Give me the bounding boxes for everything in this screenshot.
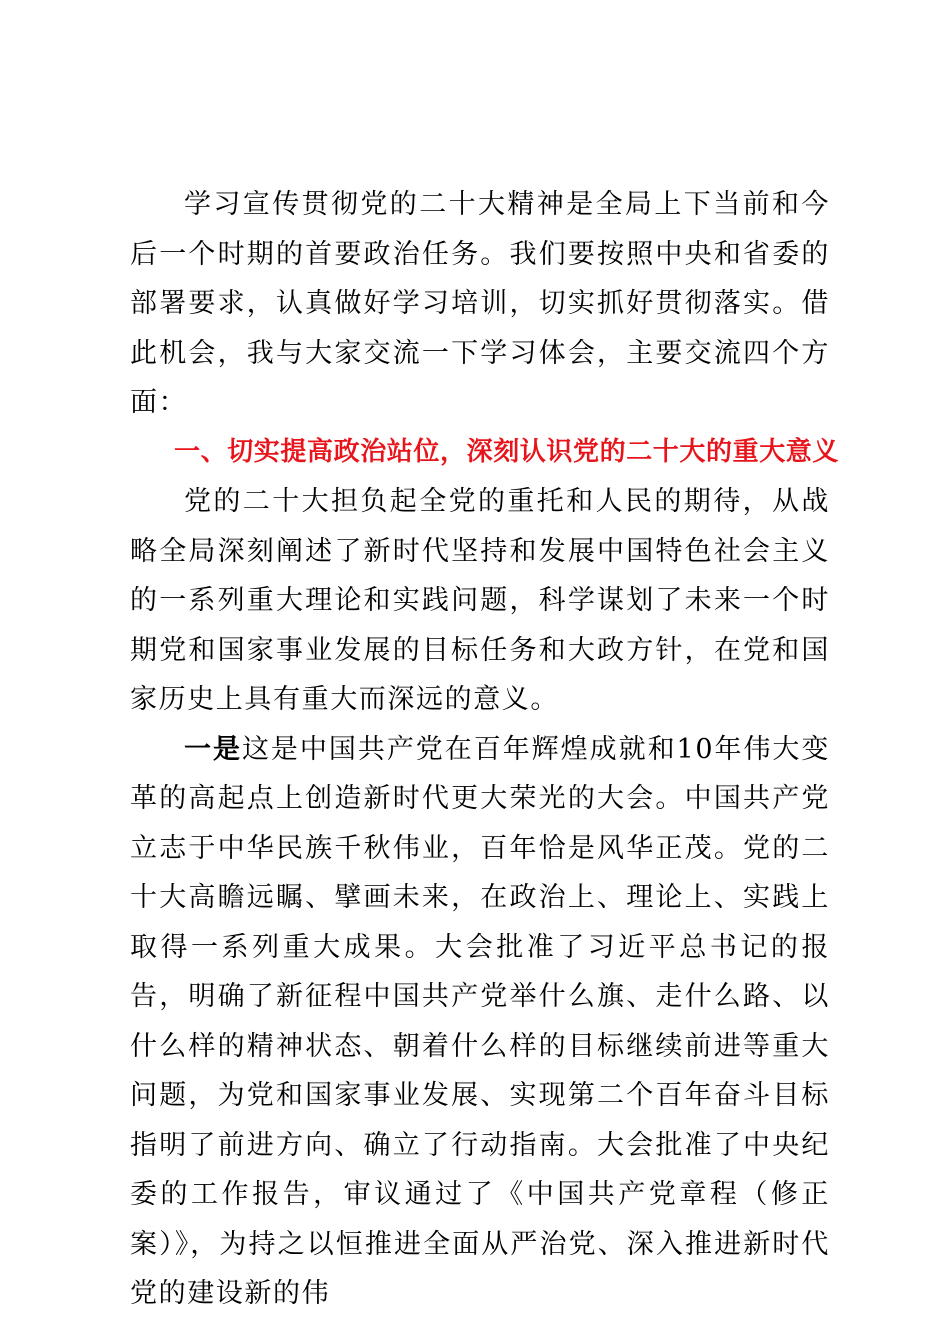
document-page bbox=[130, 180, 840, 1319]
intro-paragraph: 学习宣传贯彻党的二十大精神是全局上下当前和今后一个时期的首要政治任务。我们要按照中央和省委的部署要求，认真做好学习培训，切实抓好贯彻落实。借此机会，我与大家交流一下学习体会，主要交流四个方面： bbox=[130, 189, 830, 418]
point-1-text: 这是中国共产党在百年辉煌成就和10年伟大变革的高起点上创造新时代更大荣光的大会。中国共产党立志于中华民族千秋伟业，百年恰是风华正茂。党的二十大高瞻远瞩、擘画未来，在政治上、理论上、实践上取得一系列重大成果。大会批准了习近平总书记的报告，明确了新征程中国共产党举什么旗、走什么路、以什么样的精神状态、朝着什么样的目标继续前进等重大问题，为党和国家事业发展、实现第二个百年奋斗目标指明了前进方向、确立了行动指南。大会批准了中央纪委的工作报告，审议通过了《中国共产党章程（修正案）》，为持之以恒推进全面从严治党、深入推进新时代党的建设新的伟 bbox=[130, 733, 830, 1309]
point-1-lead: 一是 bbox=[184, 733, 242, 765]
section-1-paragraph: 党的二十大担负起全党的重托和人民的期待，从战略全局深刻阐述了新时代坚持和发展中国特色社会主义的一系列重大理论和实践问题，科学谋划了未来一个时期党和国家事业发展的目标任务和大政方针，在党和国家历史上具有重大而深远的意义。 bbox=[130, 486, 830, 715]
point-1-paragraph bbox=[130, 725, 830, 1319]
section-heading-1: 一、切实提高政治站位，深刻认识党的二十大的重大意义 bbox=[174, 436, 840, 467]
